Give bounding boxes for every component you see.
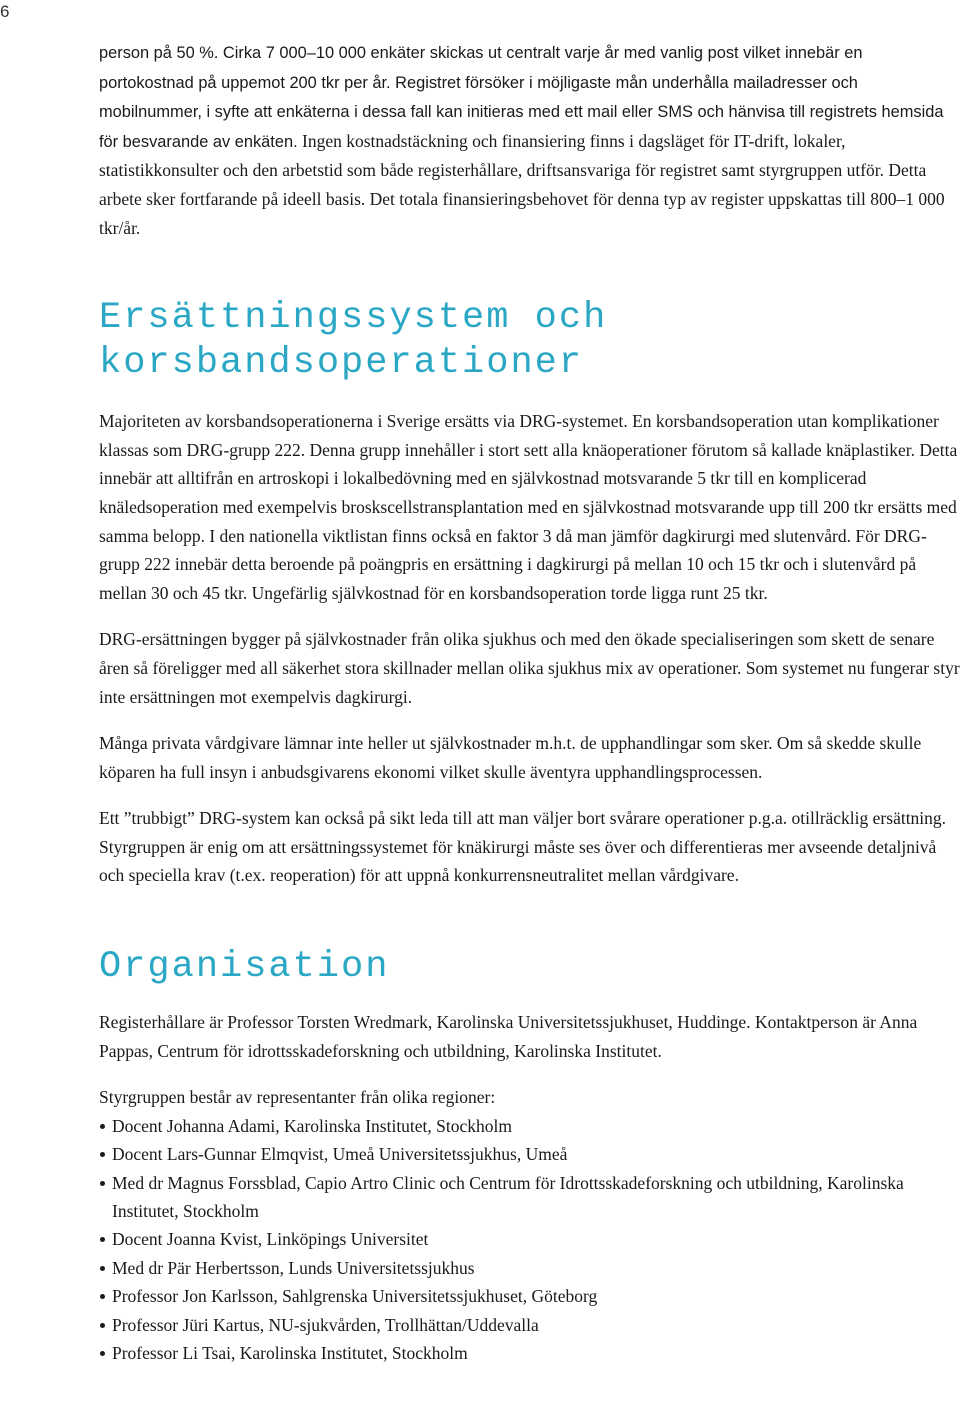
list-item: Docent Joanna Kvist, Linköpings Universitet xyxy=(99,1225,960,1253)
drg-paragraph-4: Ett ”trubbigt” DRG-system kan också på sikt leda till att man väljer bort svårare operationer p.g.a. otillräcklig ersättning. Styrgruppen är enig om att ersättningssystemet för knäkirurgi måste ses över och differentieras mer avseende detaljnivå och speciella krav (t.ex. reoperation) för att uppnå konkurrensneutralitet mellan vårdgivare. xyxy=(99,808,947,886)
drg-paragraph-1: Majoriteten av korsbandsoperationerna i Sverige ersätts via DRG-systemet. En korsbandsoperation utan komplikationer klassas som DRG-grupp 222. Denna grupp innehåller i stort sett alla knäoperationer förutom så kallade knäplastiker. Detta innebär att alltifrån en artroskopi i lokalbedövning med en självkostnad motsvarande 5 tkr till en komplicerad knäledsoperation med exempelvis broskscellstransplantation med en självkostnad motsvarande upp till 200 tkr ersätts med samma belopp. I den nationella viktlistan finns också en faktor 3 då man jämför dagkirurgi med slutenvård. För DRG-grupp 222 innebär detta beroende på poängpris en ersättning i dagkirurgi på mellan 10 och 15 tkr och i slutenvård på mellan 30 och 45 tkr. Ungefärlig självkostnad för en korsbandsoperation torde ligga runt 25 tkr. xyxy=(99,411,958,603)
organisation-paragraph-2: Styrgruppen består av representanter från olika regioner: xyxy=(99,1087,496,1108)
page-number: 6 xyxy=(0,2,10,21)
drg-paragraph-3: Många privata vårdgivare lämnar inte heller ut självkostnader m.h.t. de upphandlingar som sker. Om så skedde skulle köparen ha full insyn i anbudsgivarens ekonomi vilket skulle äventyra upphandlingsprocessen. xyxy=(99,733,922,782)
list-item: Professor Li Tsai, Karolinska Institutet, Stockholm xyxy=(99,1339,960,1367)
list-item: Docent Lars-Gunnar Elmqvist, Umeå Universitetssjukhus, Umeå xyxy=(99,1140,960,1168)
organisation-paragraph-1: Registerhållare är Professor Torsten Wredmark, Karolinska Universitetssjukhuset, Huddinge. Kontaktperson är Anna Pappas, Centrum för idrottsskadeforskning och utbildning, Karolinska Institutet. xyxy=(99,1012,918,1061)
intro-paragraph-part2: Ingen kostnadstäckning och finansiering finns i dagsläget för IT-drift, lokaler, statistikkonsulter och den arbetstid som både registerhållare, driftsansvariga för registret samt styrgruppen utför. Detta arbete sker fortfarande på ideell basis. Det totala finansieringsbehovet för denna typ av register uppskattas till 800–1 000 tkr/år. xyxy=(99,130,945,238)
list-item: Professor Jon Karlsson, Sahlgrenska Universitetssjukhuset, Göteborg xyxy=(99,1282,960,1310)
steering-group-list xyxy=(99,1112,960,1368)
page-content xyxy=(99,38,960,1368)
list-item: Docent Johanna Adami, Karolinska Institutet, Stockholm xyxy=(99,1112,960,1140)
section-heading-organisation: Organisation xyxy=(99,946,390,989)
intro-paragraph xyxy=(99,38,960,242)
list-item: Med dr Pär Herbertsson, Lunds Universitetssjukhus xyxy=(99,1254,960,1282)
list-item: Med dr Magnus Forssblad, Capio Artro Clinic och Centrum för Idrottsskadeforskning och utbildning, Karolinska Institutet, Stockholm xyxy=(99,1169,960,1226)
drg-paragraph-2: DRG-ersättningen bygger på självkostnader från olika sjukhus och med den ökade specialiseringen som skett de senare åren så föreligger med all säkerhet stora skillnader mellan olika sjukhus mix av operationer. Som systemet nu fungerar styr inte ersättningen mot exempelvis dagkirurgi. xyxy=(99,629,960,707)
intro-paragraph-part1: person på 50 %. Cirka 7 000–10 000 enkäter skickas ut centralt varje år med vanlig post vilket innebär en portokostnad på uppemot 200 tkr per år. Registret försöker i möjligaste mån underhålla mailadresser och mobilnummer, i syfte att enkäterna i dessa fall kan initieras med ett mail eller SMS och hänvisa till registrets hemsida för besvarande av enkäten. xyxy=(99,44,944,151)
list-item: Professor Jüri Kartus, NU-sjukvården, Trollhättan/Uddevalla xyxy=(99,1311,960,1339)
section-heading-ersattningssystem: Ersättningssystem och korsbandsoperationer xyxy=(99,297,608,385)
